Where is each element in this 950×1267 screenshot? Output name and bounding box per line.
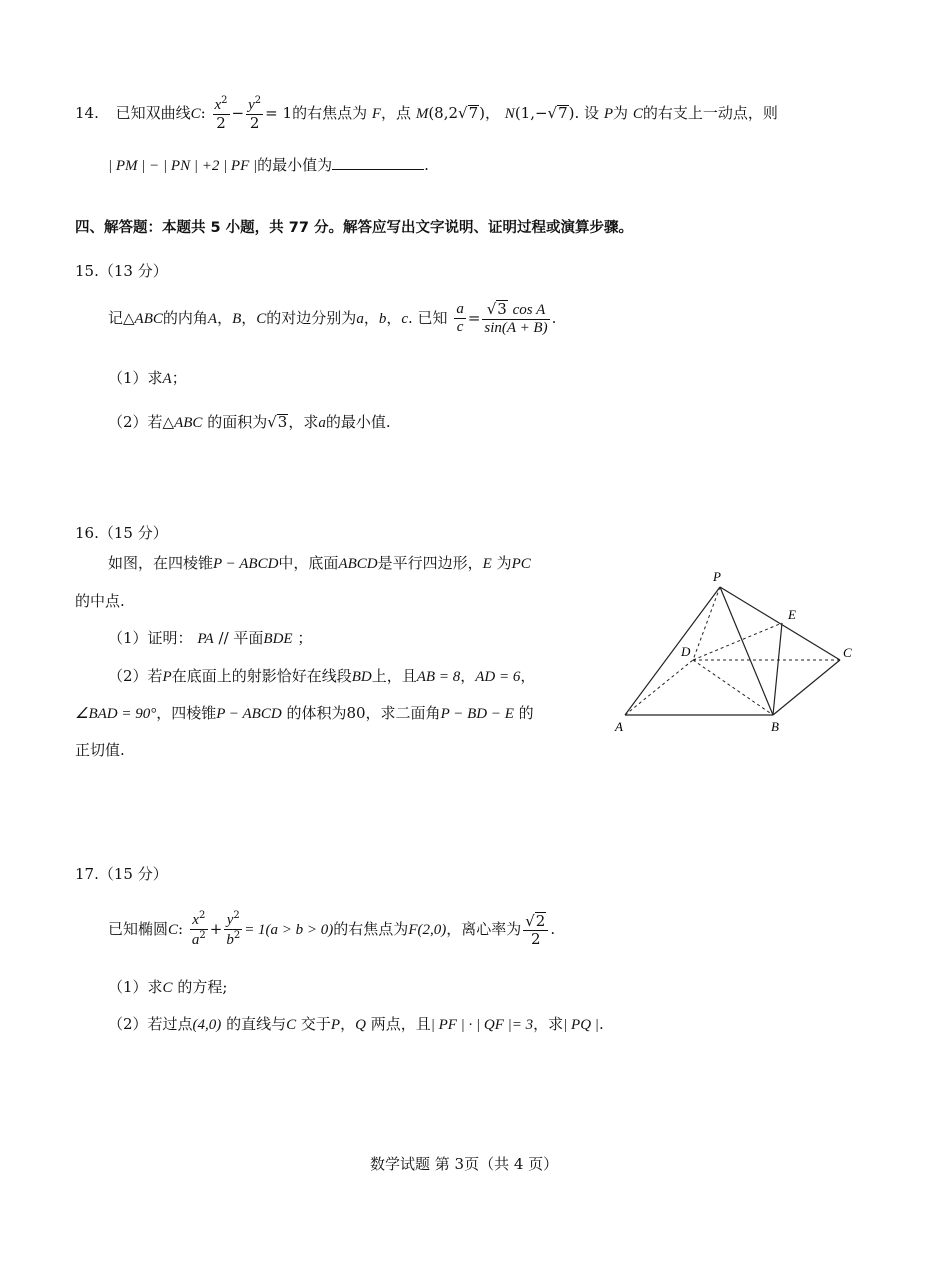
q16-part2: （2）若P在底面上的射影恰好在线段BD上，且AB = 8，AD = 6， xyxy=(108,667,536,685)
q14-y-fraction: $\frac{y^2}{2}$ xyxy=(248,95,262,133)
section4-title: 四、解答题：本题共 5 小题，共 77 分。解答应写出文字说明、证明过程或演算步骤。 xyxy=(75,220,633,236)
page-footer: 数学试题 第 3页（共 4 页） xyxy=(370,1155,559,1173)
q17-part2: （2）若过点(4,0) 的直线与C 交于P，Q 两点，且| PF | · | QF |= 3，求| PQ |. xyxy=(108,1015,604,1033)
edge-BC xyxy=(773,660,840,715)
label-D: D xyxy=(681,644,691,659)
q16-line1: 如图，在四棱锥P − ABCD中，底面ABCD是平行四边形，E 为PC xyxy=(108,554,531,572)
q14-line1: 14. 已知双曲线C: $\frac{x^2}{2}$ − $\frac{y^2}{2}$ = 1的右焦点为 F，点 M(8,2√7)， N(1,−√7). 设 P为 C的右支上一动点，则 xyxy=(75,95,778,133)
q17-x-fraction: $\frac{x^2}{a^2}$ xyxy=(191,910,206,949)
q14-line2: | PM | − | PN | +2 | PF |的最小值为 . xyxy=(108,156,429,174)
q17-part1: （1）求C 的方程; xyxy=(108,978,228,996)
edge-PA xyxy=(625,587,720,715)
q17-y-fraction: $\frac{y^2}{b^2}$ xyxy=(226,910,241,949)
q16-part2-cont: ∠BAD = 90°，四棱锥P − ABCD 的体积为80，求二面角P − BD − E 的 xyxy=(75,704,534,722)
q16-line2: 的中点. xyxy=(75,592,125,610)
q15-lhs-fraction: $\frac{a}{c}$ xyxy=(456,301,464,336)
q15-part1: （1）求A； xyxy=(108,369,187,387)
q16-part2-end: 正切值. xyxy=(75,741,125,759)
edge-BE xyxy=(773,623,782,715)
q15-rhs-fraction: $\frac{\text{√3 cos A}}{\sin(A + B)}$ xyxy=(484,300,548,337)
q17-ecc-fraction: $\frac{√2}{2}$ xyxy=(523,912,548,949)
edge-PB xyxy=(720,587,773,715)
label-A: A xyxy=(615,719,623,734)
q15-number: 15.（13 分） xyxy=(75,262,168,280)
q14-number: 14. xyxy=(75,103,99,122)
label-B: B xyxy=(771,719,779,734)
q17-number: 17.（15 分） xyxy=(75,865,168,883)
q15-part2: （2）若△ABC 的面积为√3，求a的最小值. xyxy=(108,413,391,431)
q14-x-fraction: $\frac{x^2}{2}$ xyxy=(214,95,228,133)
edge-PD xyxy=(693,587,720,660)
pyramid-figure xyxy=(605,565,870,740)
label-P: P xyxy=(713,569,721,584)
q16-part1: （1）证明： PA // 平面BDE ； xyxy=(108,629,313,647)
label-E: E xyxy=(788,607,796,622)
q17-stem: 已知椭圆C: $\frac{x^2}{a^2}$ + $\frac{y^2}{b^2}$ = 1(a > b > 0)的右焦点为F(2,0)，离心率为 $\frac{√2}{2}$ . xyxy=(108,910,556,949)
q16-number: 16.（15 分） xyxy=(75,524,168,542)
label-C: C xyxy=(843,645,852,660)
q15-stem: 记△ABC的内角A，B，C的对边分别为a，b，c. 已知 $\frac{a}{c}$ = $\frac{\text{√3 cos A}}{\sin(A + B)}$ . xyxy=(108,300,557,337)
answer-blank xyxy=(332,157,424,170)
